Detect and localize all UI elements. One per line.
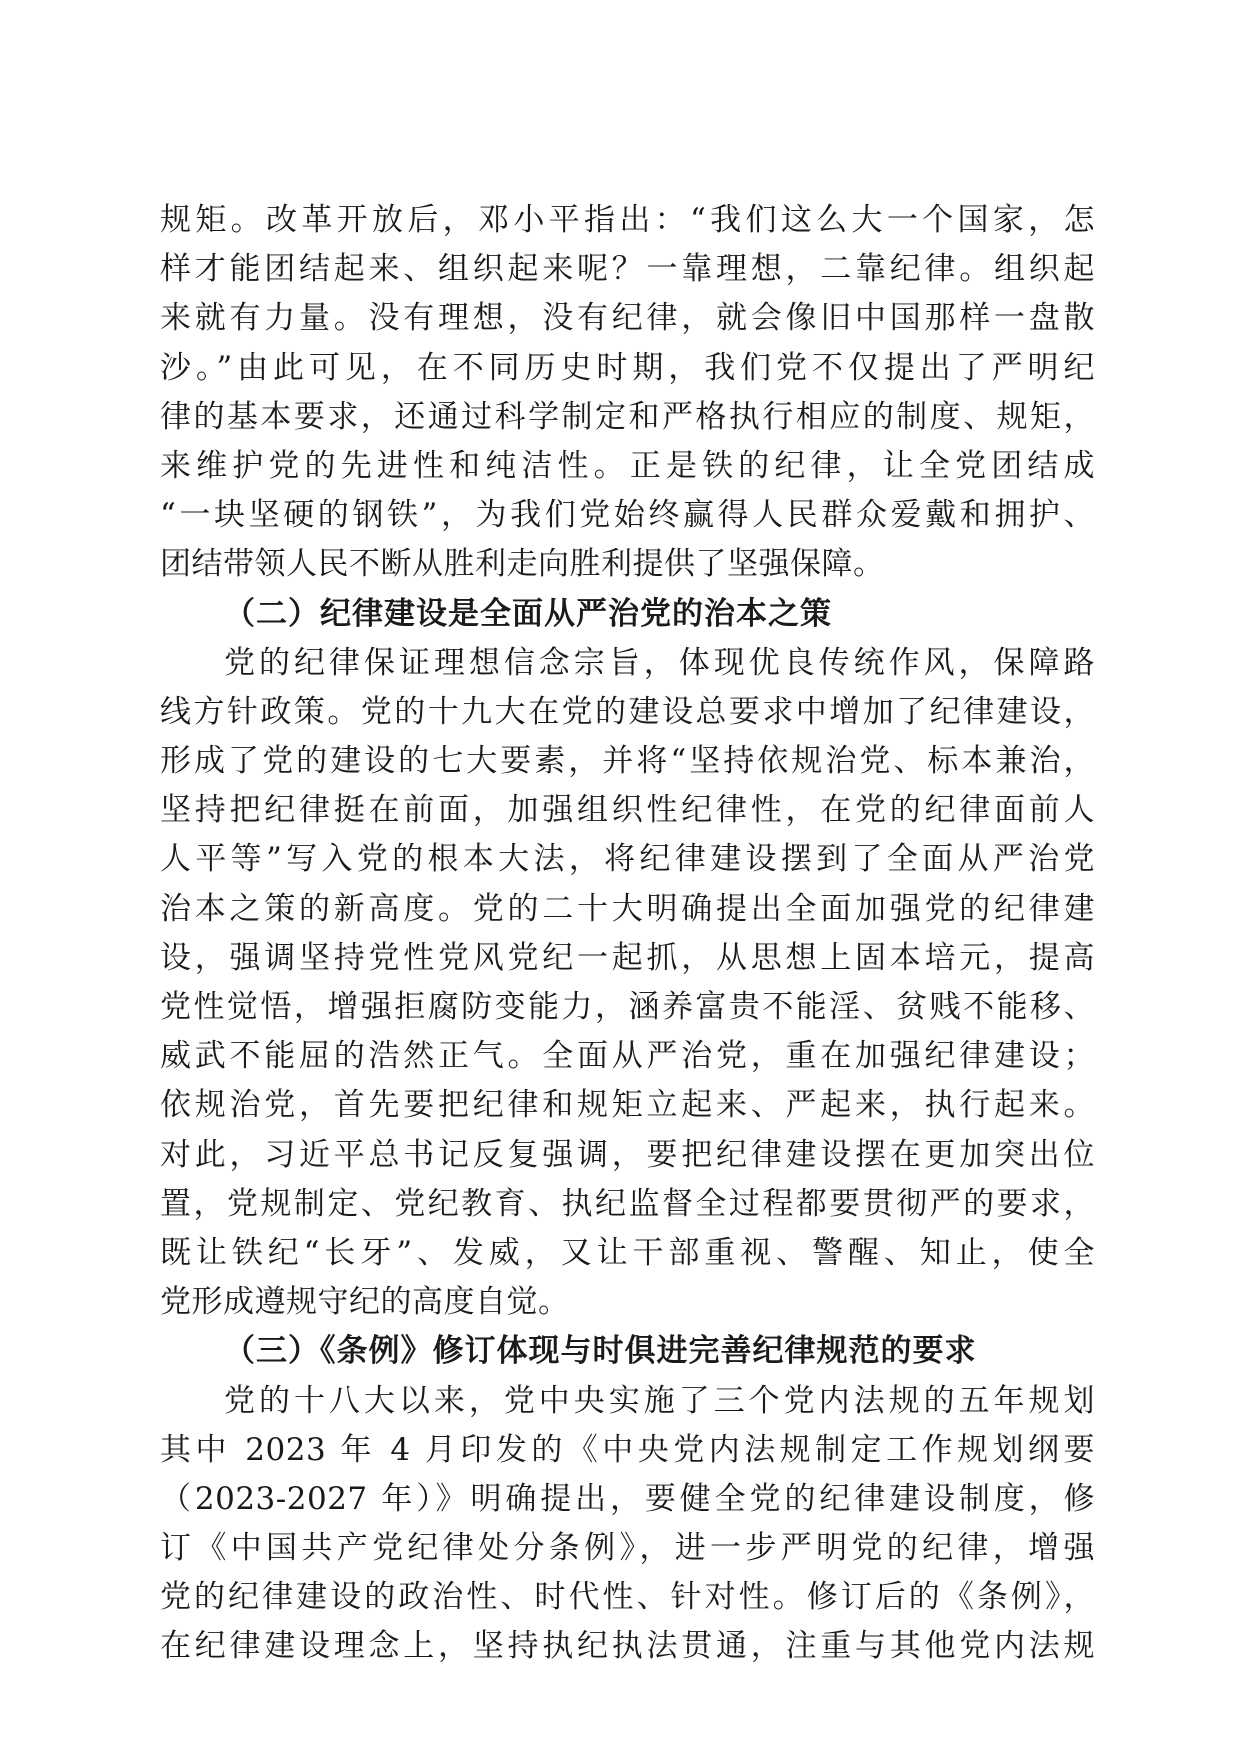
document-page [160,196,1095,1672]
text-line: 来维护党的先进性和纯洁性。正是铁的纪律，让全党团结成 [160,447,1095,484]
text-line: 既让铁纪“长牙”、发威，又让干部重视、警醒、知止，使全 [160,1234,1095,1271]
paragraph-1 [160,196,1095,590]
text-line: 党的十八大以来，党中央实施了三个党内法规的五年规划 [224,1382,1095,1419]
section-heading-2: （二）纪律建设是全面从严治党的治本之策 [224,595,832,632]
text-line: 沙。”由此可见，在不同历史时期，我们党不仅提出了严明纪 [160,349,1095,386]
text-line: 律的基本要求，还通过科学制定和严格执行相应的制度、规矩， [160,398,1095,435]
text-line: 在纪律建设理念上，坚持执纪执法贯通，注重与其他党内法规 [160,1628,1095,1665]
text-line: “一块坚硬的钢铁”，为我们党始终赢得人民群众爱戴和拥护、 [160,497,1095,534]
text-line: 人平等”写入党的根本大法，将纪律建设摆到了全面从严治党 [160,841,1095,878]
text-line: 样才能团结起来、组织起来呢？一靠理想，二靠纪律。组织起 [160,251,1095,288]
paragraph-2 [160,639,1095,1328]
text-line: 设，强调坚持党性党风党纪一起抓，从思想上固本培元，提高 [160,939,1095,976]
section-heading-3: （三）《条例》修订体现与时俱进完善纪律规范的要求 [224,1333,977,1370]
text-line: 对此，习近平总书记反复强调，要把纪律建设摆在更加突出位 [160,1136,1095,1173]
text-line: 坚持把纪律挺在前面，加强组织性纪律性，在党的纪律面前人 [160,792,1095,829]
text-line: 党形成遵规守纪的高度自觉。 [160,1284,570,1321]
text-line: 形成了党的建设的七大要素，并将“坚持依规治党、标本兼治， [160,743,1095,780]
paragraph-3 [160,1377,1095,1672]
text-line: 团结带领人民不断从胜利走向胜利提供了坚强保障。 [160,546,885,583]
text-line: 党的纪律建设的政治性、时代性、针对性。修订后的《条例》， [160,1579,1095,1616]
text-line: 其中 2023 年 4 月印发的《中央党内法规制定工作规划纲要 [160,1431,1095,1468]
text-line: 威武不能屈的浩然正气。全面从严治党，重在加强纪律建设； [160,1038,1095,1075]
text-line: 置，党规制定、党纪教育、执纪监督全过程都要贯彻严的要求， [160,1185,1095,1222]
text-line: 来就有力量。没有理想，没有纪律，就会像旧中国那样一盘散 [160,300,1095,337]
text-line: 党性觉悟，增强拒腐防变能力，涵养富贵不能淫、贫贱不能移、 [160,989,1095,1025]
text-line: 规矩。改革开放后，邓小平指出：“我们这么大一个国家，怎 [160,202,1095,238]
text-line: 党的纪律保证理想信念宗旨，体现优良传统作风，保障路 [224,644,1095,681]
text-line: 订《中国共产党纪律处分条例》，进一步严明党的纪律，增强 [160,1530,1095,1567]
text-line: 线方针政策。党的十九大在党的建设总要求中增加了纪律建设， [160,693,1095,730]
text-line: 依规治党，首先要把纪律和规矩立起来、严起来，执行起来。 [160,1087,1095,1124]
text-line: （2023-2027 年）》明确提出，要健全党的纪律建设制度，修 [160,1480,1095,1517]
text-line: 治本之策的新高度。党的二十大明确提出全面加强党的纪律建 [160,890,1095,927]
